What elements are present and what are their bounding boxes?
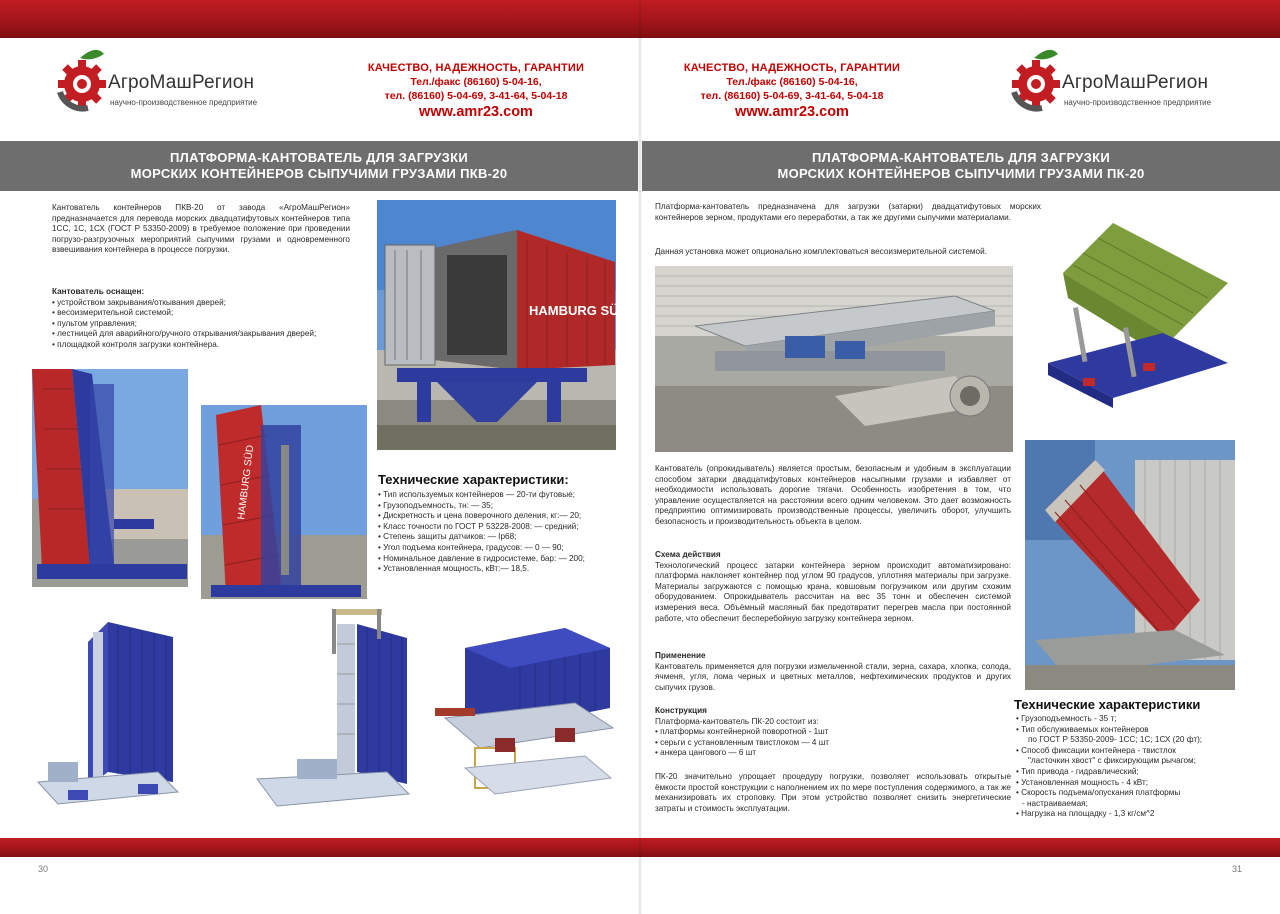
phone-fax: Тел./факс (86160) 5-04-16, xyxy=(726,76,858,88)
gear-logo-icon xyxy=(58,50,114,126)
slogan: КАЧЕСТВО, НАДЕЖНОСТЬ, ГАРАНТИИ xyxy=(367,62,585,74)
page-number-right: 31 xyxy=(1232,864,1243,874)
photo-pkv20-vertical xyxy=(32,369,188,587)
list-item: • Дискретность и цена поверочного деления, кг:— 20; xyxy=(378,511,628,522)
list-item: • Номинальное давление в гидросистеме, бар: — 200; xyxy=(378,554,628,565)
right-description: Кантователь (опрокидыватель) является простым, безопасным и удобным в эксплуатации способом затарки двадцатифутовых контейнеров насыпными грузами и избавляет от необходимости использовать дорогие тягачи. Особенность изобретения в том, что управление осуществляется на расстоянии всего одним человеком. Это дает возможность предприятию оптимизировать производственные процессы, увеличить оборот, улучшить безопасность и производительность объекта в целом. xyxy=(655,464,1011,526)
container-brand-text: HAMBURG SÜD xyxy=(529,303,628,318)
title-band-left xyxy=(0,141,638,191)
left-specs-section xyxy=(378,490,628,575)
construct-list xyxy=(655,727,1011,759)
scheme-text: Технологический процесс затарки контейнера зерном происходит автоматизировано: платформа наклоняет контейнер под углом 90 градусов, уплотняя материалы при загрузке. Материалы загружаются с помощью крана, ковшовым погрузчиком или другим схожим оборудованием. Опрокидыватель рассчитан на вес 35 тонн и обеспечен системой измерения веса. Объёмный масляный бак предотвратит перегрев масла при постоянной работе, что обеспечит бесперебойную загрузку контейнера зерном. xyxy=(655,560,1011,623)
list-item: • Нагрузка на площадку - 1,3 кг/см^2 xyxy=(1016,809,1155,819)
page-number-left: 30 xyxy=(38,864,49,874)
brand-name: АгроМашРегион xyxy=(1062,72,1209,93)
list-item: • пультом управления; xyxy=(52,319,370,330)
list-item: - настраиваемая; xyxy=(1022,798,1088,808)
photo-pkv20-loading xyxy=(377,200,628,450)
website-link[interactable]: www.amr23.com xyxy=(735,104,849,120)
construct-intro: Платформа-кантователь ПК-20 состоит из: xyxy=(655,716,819,726)
list-item: • Степень защиты датчиков: — Ip68; xyxy=(378,532,628,543)
list-item: • анкера цангового — 6 шт xyxy=(655,748,1011,759)
photo-pkv20-tilted xyxy=(201,405,367,599)
title-band-right xyxy=(642,141,1280,191)
list-item: • Установленная мощность, кВт:— 18,5. xyxy=(378,564,628,575)
right-construct-section xyxy=(655,706,1011,759)
list-item: • Грузоподъемность, тн: — 35; xyxy=(378,501,628,512)
left-equipped-section xyxy=(52,287,370,351)
list-item: • площадкой контроля загрузки контейнера. xyxy=(52,340,370,351)
right-specs-heading: Технические характеристики xyxy=(1014,697,1201,712)
right-scheme-section xyxy=(655,550,1011,624)
contact-block-left xyxy=(346,62,606,120)
left-specs-heading: Технические характеристики: xyxy=(378,472,569,487)
specs-list xyxy=(378,490,628,575)
list-item: • Тип привода - гидравлический; xyxy=(1016,766,1139,776)
brand-logo-left xyxy=(58,50,298,130)
list-item: • Скорость подъема/опускания платформы xyxy=(1016,788,1181,798)
photo-pk20-platform xyxy=(655,266,1013,452)
list-item: • весоизмерительной системой; xyxy=(52,308,370,319)
list-item: • Грузоподъемность - 35 т; xyxy=(1016,714,1117,723)
usage-heading: Применение xyxy=(655,651,706,660)
list-item: • Класс точности по ГОСТ Р 53228-2008: — средний; xyxy=(378,522,628,533)
list-item: по ГОСТ Р 53350-2009- 1СС; 1С; 1СХ (20 фт); xyxy=(1028,735,1203,745)
list-item: • Угол подъема контейнера, градусов: — 0 — 90; xyxy=(378,543,628,554)
brand-logo-right xyxy=(1012,50,1252,130)
phone-fax: Тел./факс (86160) 5-04-16, xyxy=(410,76,542,88)
title-line-2: МОРСКИХ КОНТЕЙНЕРОВ СЫПУЧИМИ ГРУЗАМИ ПКВ-20 xyxy=(130,166,508,181)
right-intro-text-2: Данная установка может опционально комплектоваться весоизмерительной системой. xyxy=(655,247,987,256)
right-intro-text: Платформа-кантователь предназначена для загрузки (затарки) двадцатифутовых морских контейнеров зерном, продуктами его переработки, а так же другими сыпучими материалами. xyxy=(655,202,1041,222)
website-link[interactable]: www.amr23.com xyxy=(419,104,533,120)
equipped-heading: Кантователь оснащен: xyxy=(52,287,145,296)
usage-text: Кантователь применяется для погрузки измельченной стали, зерна, сахара, хлопка, солода, ячменя, угля, лома черных и цветных металлов, нефтехимических продуктов и других сыпучих грузов. xyxy=(655,661,1011,692)
list-item: • Способ фиксации контейнера - твистлок xyxy=(1016,745,1176,755)
phone-numbers: тел. (86160) 5-04-69, 3-41-64, 5-04-18 xyxy=(700,90,884,102)
brand-name: АгроМашРегион xyxy=(108,72,255,93)
render-tilter-upright xyxy=(38,612,178,810)
left-intro-text: Кантователь контейнеров ПКВ-20 от завода «АгроМашРегион» предназначается для перевода морских двадцатифутовых контейнеров типа 1СС, 1С, 1СХ (ГОСТ Р 53350-2009) в требуемое положение при проведении погрузо-разгрузочных мероприятий сыпучими грузами и одновременного взвешивания контейнера в процессе погрузки. xyxy=(52,203,350,255)
list-item: • платформы контейнерной поворотной - 1шт xyxy=(655,727,1011,738)
slogan: КАЧЕСТВО, НАДЕЖНОСТЬ, ГАРАНТИИ xyxy=(683,62,901,74)
list-item: • Установленная мощность - 4 кВт; xyxy=(1016,777,1148,787)
phone-numbers: тел. (86160) 5-04-69, 3-41-64, 5-04-18 xyxy=(384,90,568,102)
list-item: • Тип обслуживаемых контейнеров xyxy=(1016,724,1149,734)
construct-heading: Конструкция xyxy=(655,706,707,715)
list-item: "ласточкин хвост" с фиксирующим рычагом; xyxy=(1028,756,1196,766)
container-brand-text: HAMBURG SÜD xyxy=(236,444,257,521)
list-item: • лестницей для аварийного/ручного открывания/закрывания дверей; xyxy=(52,329,370,340)
equipped-list xyxy=(52,298,370,351)
brand-tagline: научно-производственное предприятие xyxy=(110,98,258,107)
page-spine xyxy=(638,0,642,914)
right-closing-text: ПК-20 значительно упрощает процедуру погрузки, позволяет использовать открытые ёмкости простой конструкции с наполнением их по мере поступления содержимого, а так же механизировать их строповку. При этом устройство позволяет снизить энергетические затраты и стоимость эксплуатации. xyxy=(655,772,1011,813)
list-item: • устройством закрывания/откывания дверей; xyxy=(52,298,370,309)
render-tilter-horizontal xyxy=(435,618,615,810)
contact-block-right xyxy=(662,62,922,120)
title-line-1: ПЛАТФОРМА-КАНТОВАТЕЛЬ ДЛЯ ЗАГРУЗКИ xyxy=(170,150,468,165)
right-specs-section xyxy=(1016,714,1236,820)
render-tilter-platform xyxy=(237,604,412,810)
photo-pk20-tilted-red xyxy=(1025,440,1235,690)
list-item: • Тип используемых контейнеров — 20-ти футовые; xyxy=(378,490,628,501)
brand-tagline: научно-производственное предприятие xyxy=(1064,98,1212,107)
gear-logo-icon xyxy=(1012,50,1068,126)
list-item: • серьги с установленным твистлоком — 4 шт xyxy=(655,738,1011,749)
render-pk20-green-container xyxy=(1043,213,1233,413)
right-usage-section xyxy=(655,651,1011,693)
title-line-1: ПЛАТФОРМА-КАНТОВАТЕЛЬ ДЛЯ ЗАГРУЗКИ xyxy=(812,150,1110,165)
scheme-heading: Схема действия xyxy=(655,550,721,559)
title-line-2: МОРСКИХ КОНТЕЙНЕРОВ СЫПУЧИМИ ГРУЗАМИ ПК-20 xyxy=(777,166,1145,181)
